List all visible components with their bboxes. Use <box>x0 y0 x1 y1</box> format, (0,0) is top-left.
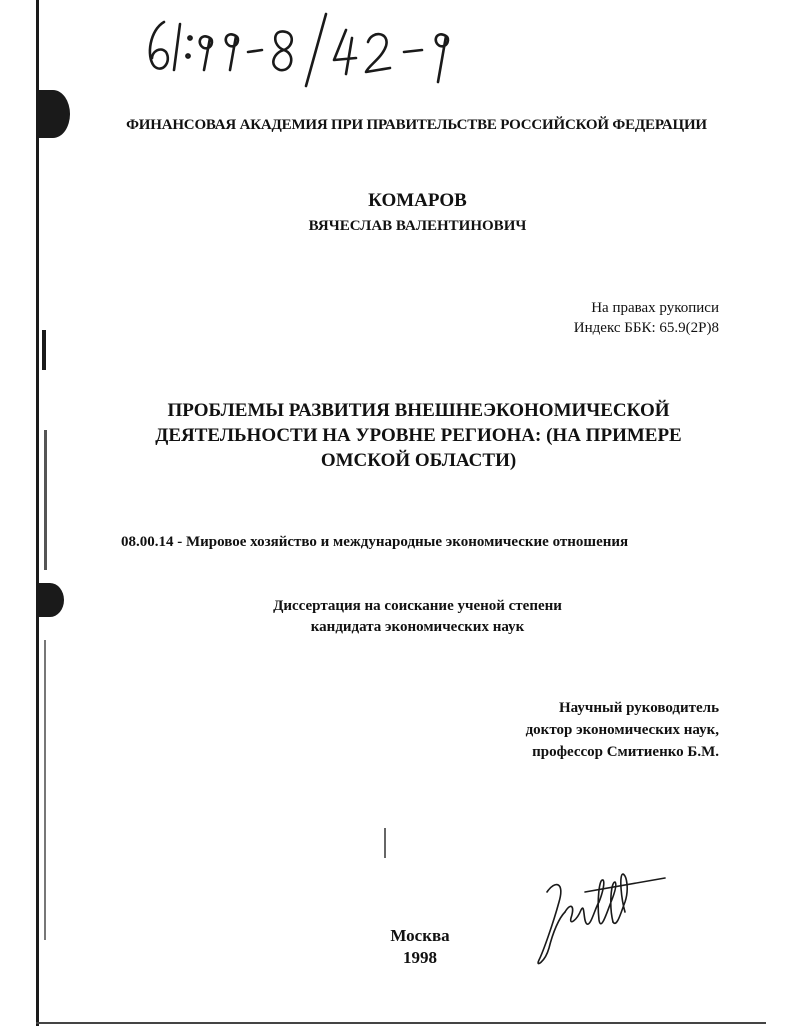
year: 1998 <box>403 948 437 967</box>
handwritten-catalogue-number <box>140 8 460 90</box>
scan-edge-line <box>36 0 39 1026</box>
city: Москва <box>390 926 450 945</box>
degree-line-1: Диссертация на соискание ученой степени <box>273 598 562 614</box>
rights-block <box>574 298 719 338</box>
bbk-index: Индекс ББК: 65.9(2Р)8 <box>573 320 719 336</box>
dissertation-title <box>0 398 795 473</box>
handwritten-number-drawing <box>140 8 460 90</box>
scan-bottom-line <box>36 1022 766 1024</box>
degree-statement <box>0 596 795 638</box>
title-line-2: ДЕЯТЕЛЬНОСТИ НА УРОВНЕ РЕГИОНА: (НА ПРИМЕРЕ <box>155 425 682 446</box>
specialty-code: 08.00.14 - Мировое хозяйство и международные экономические отношения <box>121 534 629 550</box>
supervisor-degree: доктор экономических наук, <box>525 722 719 738</box>
author-name: ВЯЧЕСЛАВ ВАЛЕНТИНОВИЧ <box>308 218 527 234</box>
institution-name: ФИНАНСОВАЯ АКАДЕМИЯ ПРИ ПРАВИТЕЛЬСТВЕ РОССИЙСКОЙ ФЕДЕРАЦИИ <box>126 117 707 133</box>
degree-line-2: кандидата экономических наук <box>310 619 525 635</box>
signature-drawing <box>525 862 675 972</box>
rights-notice: На правах рукописи <box>591 300 719 316</box>
supervisor-block <box>526 697 719 763</box>
author-surname: КОМАРОВ <box>368 190 467 211</box>
scan-edge-mark <box>44 640 46 940</box>
supervisor-name: профессор Смитиенко Б.М. <box>532 744 719 760</box>
scan-edge-mark <box>42 330 46 370</box>
place-and-year <box>340 925 500 969</box>
supervisor-label: Научный руководитель <box>559 700 719 716</box>
title-line-3: ОМСКОЙ ОБЛАСТИ) <box>320 450 517 471</box>
signature <box>525 862 675 972</box>
title-line-1: ПРОБЛЕМЫ РАЗВИТИЯ ВНЕШНЕЭКОНОМИЧЕСКОЙ <box>167 400 670 421</box>
scan-speck <box>384 828 386 858</box>
